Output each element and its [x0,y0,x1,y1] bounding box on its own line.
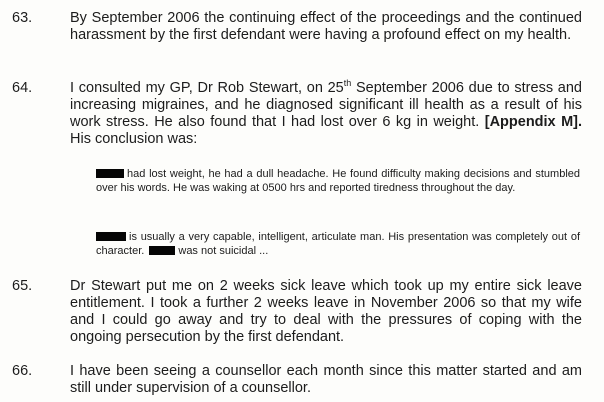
paragraph-text: I have been seeing a counsellor each month since this matter started and am still under supervision of a counsellor. [70,363,582,396]
redaction-bar [149,246,175,255]
paragraph-text: By September 2006 the continuing effect of the proceedings and the continued harassment by the first defendant were having a profound effect on my health. [70,10,582,43]
paragraph-number: 66. [12,363,33,379]
quote-text: was not suicidal ... [178,245,269,257]
quote-1 [96,167,580,195]
quote-text: had lost weight, he had a dull headache. He found difficulty making decisions and stumbled over his words. He was waking at 0500 hrs and reported tiredness throughout the day. [96,168,580,194]
quote-2 [96,230,580,258]
appendix-reference: [Appendix M]. [484,114,582,130]
redaction-bar [96,232,126,241]
paragraph-text: I consulted my GP, Dr Rob Stewart, on 25th September 2006 due to stress and increasing migraines, and he diagnosed significant ill health as a result of his work stress. He also found that I had lost over 6 kg in weight. [Appendix M]. His conclusion was: [70,78,582,147]
redaction-bar [96,169,124,178]
paragraph-number: 63. [12,10,33,26]
paragraph-text: Dr Stewart put me on 2 weeks sick leave which took up my entire sick leave entitlement. I took a further 2 weeks leave in November 2006 so that my wife and I could go away and try to deal with the pressures of coping with the ongoing persecution by the first defendant. [70,278,582,345]
quote-text: is usually a very capable, intelligent, articulate man. His presentation was completely out of character. [96,231,580,257]
paragraph-number: 64. [12,80,33,96]
paragraph-number: 65. [12,278,33,294]
